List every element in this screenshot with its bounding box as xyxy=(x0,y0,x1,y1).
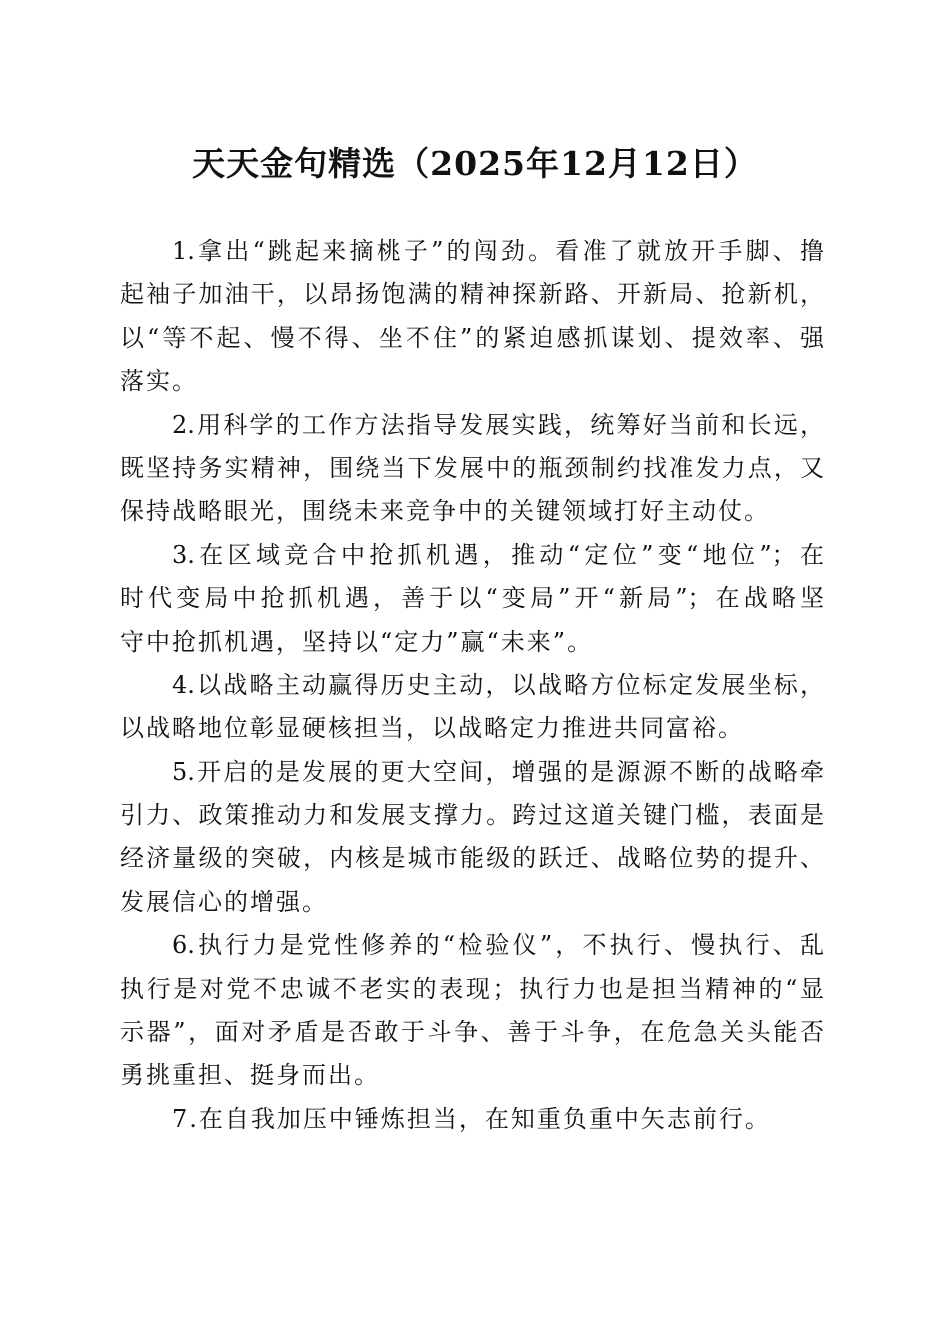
paragraph-line: 5.开启的是发展的更大空间，增强的是源源不断的战略牵 xyxy=(172,757,824,786)
paragraph-line: 经济量级的突破，内核是城市能级的跃迁、战略位势的提升、 xyxy=(120,844,824,873)
paragraph-7 xyxy=(120,1098,824,1141)
paragraph-line: 示器”，面对矛盾是否敢于斗争、善于斗争，在危急关头能否 xyxy=(120,1018,824,1047)
paragraph-line: 3.在区域竞合中抢抓机遇，推动“定位”变“地位”；在 xyxy=(172,540,824,569)
paragraph-line: 6.执行力是党性修养的“检验仪”，不执行、慢执行、乱 xyxy=(172,931,824,960)
paragraph-line: 以“等不起、慢不得、坐不住”的紧迫感抓谋划、提效率、强 xyxy=(120,323,824,352)
paragraph-2 xyxy=(120,404,824,534)
paragraph-1 xyxy=(120,230,824,404)
paragraph-line: 7.在自我加压中锤炼担当，在知重负重中矢志前行。 xyxy=(172,1104,771,1133)
document-body xyxy=(120,230,824,1141)
paragraph-6 xyxy=(120,924,824,1098)
paragraph-line: 以战略地位彰显硬核担当，以战略定力推进共同富裕。 xyxy=(120,714,744,743)
paragraph-line: 既坚持务实精神，围绕当下发展中的瓶颈制约找准发力点，又 xyxy=(120,453,824,482)
paragraph-line: 执行是对党不忠诚不老实的表现；执行力也是担当精神的“显 xyxy=(120,974,824,1003)
paragraph-line: 引力、政策推动力和发展支撑力。跨过这道关键门槛，表面是 xyxy=(120,801,824,830)
paragraph-line: 4.以战略主动赢得历史主动，以战略方位标定发展坐标， xyxy=(172,670,824,699)
paragraph-line: 2.用科学的工作方法指导发展实践，统筹好当前和长远， xyxy=(172,410,824,439)
paragraph-line: 落实。 xyxy=(120,367,198,396)
paragraph-line: 1.拿出“跳起来摘桃子”的闯劲。看准了就放开手脚、撸 xyxy=(172,237,824,265)
paragraph-line: 起袖子加油干，以昂扬饱满的精神探新路、开新局、抢新机， xyxy=(120,280,824,309)
paragraph-3 xyxy=(120,534,824,664)
paragraph-line: 发展信心的增强。 xyxy=(120,887,328,916)
paragraph-line: 时代变局中抢抓机遇，善于以“变局”开“新局”；在战略坚 xyxy=(120,584,824,613)
paragraph-line: 保持战略眼光，围绕未来竞争中的关键领域打好主动仗。 xyxy=(120,497,770,526)
document-title: 天天金句精选（2025年12月12日） xyxy=(192,144,758,183)
paragraph-line: 守中抢抓机遇，坚持以“定力”赢“未来”。 xyxy=(120,627,594,656)
paragraph-line: 勇挑重担、挺身而出。 xyxy=(120,1061,380,1090)
paragraph-4 xyxy=(120,664,824,751)
paragraph-5 xyxy=(120,751,824,925)
